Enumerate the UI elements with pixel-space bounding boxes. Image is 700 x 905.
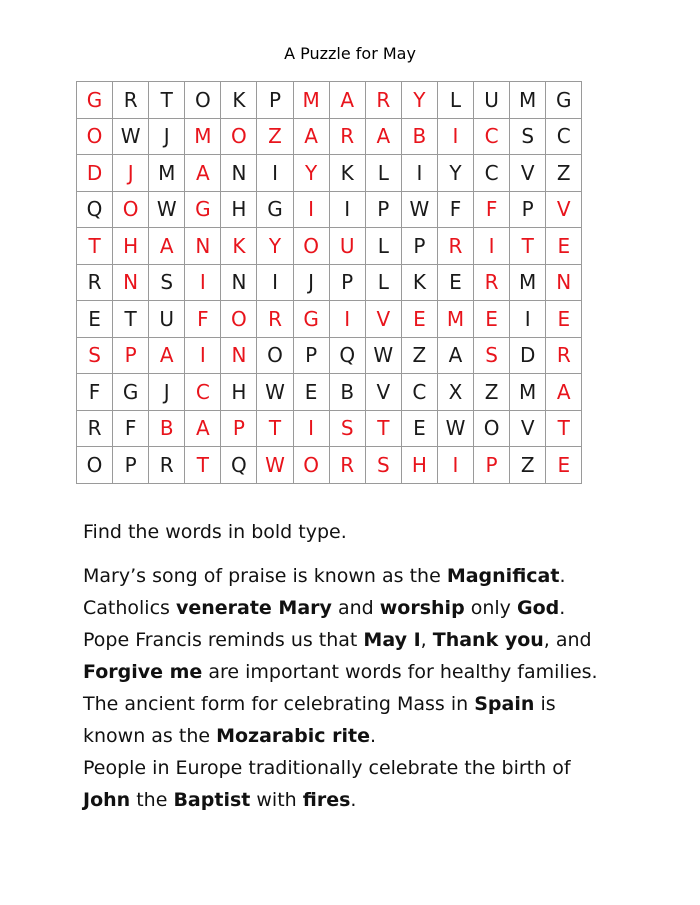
grid-cell: E bbox=[437, 264, 473, 301]
grid-cell: I bbox=[293, 410, 329, 447]
grid-cell: R bbox=[113, 82, 149, 119]
grid-cell: M bbox=[437, 301, 473, 338]
grid-cell: Z bbox=[257, 118, 293, 155]
grid-cell: L bbox=[365, 155, 401, 192]
grid-cell: T bbox=[510, 228, 546, 265]
bold-word: God bbox=[516, 597, 560, 619]
grid-cell: V bbox=[510, 410, 546, 447]
grid-cell: G bbox=[546, 82, 582, 119]
grid-cell: R bbox=[365, 82, 401, 119]
grid-cell: P bbox=[221, 410, 257, 447]
grid-cell: P bbox=[293, 337, 329, 374]
grid-row bbox=[77, 447, 582, 484]
grid-cell: G bbox=[185, 191, 221, 228]
text-span: are important words for healthy families. bbox=[202, 661, 598, 683]
grid-cell: S bbox=[510, 118, 546, 155]
grid-cell: E bbox=[546, 301, 582, 338]
bold-word: fires bbox=[302, 789, 351, 811]
grid-cell: K bbox=[221, 228, 257, 265]
text-span: , and bbox=[543, 629, 592, 651]
grid-cell: R bbox=[329, 447, 365, 484]
grid-cell: V bbox=[546, 191, 582, 228]
grid-cell: I bbox=[257, 264, 293, 301]
grid-cell: E bbox=[546, 447, 582, 484]
grid-row bbox=[77, 264, 582, 301]
grid-row bbox=[77, 155, 582, 192]
grid-cell: I bbox=[329, 301, 365, 338]
grid-cell: S bbox=[474, 337, 510, 374]
bold-word: Spain bbox=[474, 693, 535, 715]
grid-cell: O bbox=[474, 410, 510, 447]
grid-cell: V bbox=[510, 155, 546, 192]
text-span: only bbox=[464, 597, 517, 619]
grid-cell: Y bbox=[293, 155, 329, 192]
grid-cell: M bbox=[510, 264, 546, 301]
grid-cell: M bbox=[185, 118, 221, 155]
grid-cell: D bbox=[77, 155, 113, 192]
text-span: Mary’s song of praise is known as the bbox=[83, 565, 447, 587]
grid-cell: Z bbox=[401, 337, 437, 374]
grid-cell: Y bbox=[437, 155, 473, 192]
grid-cell: T bbox=[77, 228, 113, 265]
text-span: and bbox=[331, 597, 380, 619]
grid-cell: I bbox=[185, 264, 221, 301]
grid-cell: R bbox=[329, 118, 365, 155]
grid-cell: O bbox=[257, 337, 293, 374]
grid-cell: Y bbox=[401, 82, 437, 119]
grid-cell: R bbox=[546, 337, 582, 374]
grid-cell: O bbox=[77, 118, 113, 155]
grid-cell: R bbox=[77, 410, 113, 447]
grid-cell: T bbox=[257, 410, 293, 447]
grid-cell: R bbox=[474, 264, 510, 301]
grid-cell: A bbox=[185, 155, 221, 192]
grid-cell: O bbox=[77, 447, 113, 484]
grid-cell: J bbox=[149, 118, 185, 155]
grid-cell: D bbox=[510, 337, 546, 374]
text-span: known as the bbox=[83, 725, 217, 747]
grid-cell: T bbox=[113, 301, 149, 338]
text-span: People in Europe traditionally celebrate the birth of bbox=[83, 757, 571, 779]
bold-word: Thank you bbox=[432, 629, 544, 651]
text-span: . bbox=[350, 789, 357, 811]
grid-cell: L bbox=[365, 264, 401, 301]
puzzle-text bbox=[83, 516, 683, 816]
grid-cell: M bbox=[293, 82, 329, 119]
grid-cell: R bbox=[77, 264, 113, 301]
grid-cell: K bbox=[221, 82, 257, 119]
grid-cell: A bbox=[149, 337, 185, 374]
grid-cell: N bbox=[221, 337, 257, 374]
grid-cell: W bbox=[257, 374, 293, 411]
grid-cell: A bbox=[437, 337, 473, 374]
grid-cell: S bbox=[77, 337, 113, 374]
grid-row bbox=[77, 301, 582, 338]
grid-cell: N bbox=[546, 264, 582, 301]
bold-word: Magnificat bbox=[446, 565, 560, 587]
grid-cell: S bbox=[149, 264, 185, 301]
grid-cell: X bbox=[437, 374, 473, 411]
grid-cell: A bbox=[185, 410, 221, 447]
grid-cell: E bbox=[77, 301, 113, 338]
grid-cell: O bbox=[293, 228, 329, 265]
grid-row bbox=[77, 410, 582, 447]
bold-word: Forgive me bbox=[83, 661, 203, 683]
grid-cell: A bbox=[546, 374, 582, 411]
grid-cell: Q bbox=[329, 337, 365, 374]
grid-cell: R bbox=[257, 301, 293, 338]
word-search-grid bbox=[76, 81, 582, 484]
text-span: . bbox=[559, 565, 566, 587]
grid-cell: C bbox=[474, 155, 510, 192]
grid-cell: E bbox=[293, 374, 329, 411]
grid-row bbox=[77, 374, 582, 411]
grid-cell: S bbox=[329, 410, 365, 447]
grid-row bbox=[77, 228, 582, 265]
grid-cell: P bbox=[510, 191, 546, 228]
grid-cell: Q bbox=[77, 191, 113, 228]
grid-cell: C bbox=[474, 118, 510, 155]
grid-cell: W bbox=[401, 191, 437, 228]
text-span: the bbox=[130, 789, 174, 811]
grid-cell: I bbox=[510, 301, 546, 338]
text-span: with bbox=[250, 789, 303, 811]
grid-cell: I bbox=[401, 155, 437, 192]
grid-cell: E bbox=[546, 228, 582, 265]
grid-body bbox=[77, 82, 582, 484]
grid-cell: P bbox=[365, 191, 401, 228]
grid-cell: P bbox=[401, 228, 437, 265]
grid-cell: P bbox=[474, 447, 510, 484]
instructions: Find the words in bold type. bbox=[83, 521, 347, 543]
grid-cell: Z bbox=[510, 447, 546, 484]
grid-cell: Z bbox=[474, 374, 510, 411]
grid-cell: S bbox=[365, 447, 401, 484]
grid-cell: L bbox=[365, 228, 401, 265]
grid-cell: U bbox=[149, 301, 185, 338]
grid-cell: C bbox=[401, 374, 437, 411]
grid-cell: C bbox=[185, 374, 221, 411]
grid-cell: N bbox=[185, 228, 221, 265]
grid-cell: Z bbox=[546, 155, 582, 192]
grid-cell: O bbox=[113, 191, 149, 228]
grid-cell: B bbox=[401, 118, 437, 155]
grid-cell: I bbox=[257, 155, 293, 192]
grid-cell: I bbox=[185, 337, 221, 374]
grid-cell: R bbox=[437, 228, 473, 265]
text-span: . bbox=[559, 597, 566, 619]
grid-cell: T bbox=[185, 447, 221, 484]
grid-cell: M bbox=[510, 82, 546, 119]
text-span: is bbox=[534, 693, 556, 715]
grid-cell: Y bbox=[257, 228, 293, 265]
grid-cell: A bbox=[149, 228, 185, 265]
grid-cell: O bbox=[221, 118, 257, 155]
grid-cell: F bbox=[113, 410, 149, 447]
grid-cell: J bbox=[149, 374, 185, 411]
grid-cell: I bbox=[474, 228, 510, 265]
grid-cell: M bbox=[149, 155, 185, 192]
grid-cell: I bbox=[437, 447, 473, 484]
bold-word: Baptist bbox=[173, 789, 251, 811]
grid-cell: P bbox=[329, 264, 365, 301]
grid-cell: O bbox=[185, 82, 221, 119]
grid-cell: L bbox=[437, 82, 473, 119]
grid-cell: N bbox=[113, 264, 149, 301]
bold-word: worship bbox=[379, 597, 465, 619]
grid-cell: G bbox=[113, 374, 149, 411]
grid-cell: F bbox=[77, 374, 113, 411]
grid-cell: F bbox=[474, 191, 510, 228]
grid-cell: T bbox=[365, 410, 401, 447]
grid-cell: P bbox=[257, 82, 293, 119]
grid-cell: G bbox=[293, 301, 329, 338]
grid-cell: W bbox=[437, 410, 473, 447]
grid-cell: W bbox=[365, 337, 401, 374]
grid-cell: J bbox=[113, 155, 149, 192]
grid-cell: I bbox=[329, 191, 365, 228]
grid-cell: N bbox=[221, 155, 257, 192]
text-span: , bbox=[420, 629, 433, 651]
grid-cell: U bbox=[329, 228, 365, 265]
grid-cell: P bbox=[113, 447, 149, 484]
page-title: A Puzzle for May bbox=[284, 44, 416, 63]
grid-cell: A bbox=[365, 118, 401, 155]
grid-cell: H bbox=[113, 228, 149, 265]
grid-cell: F bbox=[437, 191, 473, 228]
grid-cell: A bbox=[329, 82, 365, 119]
clue-paragraph bbox=[83, 560, 683, 816]
grid-cell: B bbox=[149, 410, 185, 447]
grid-cell: N bbox=[221, 264, 257, 301]
grid-cell: B bbox=[329, 374, 365, 411]
grid-row bbox=[77, 82, 582, 119]
grid-cell: W bbox=[149, 191, 185, 228]
grid-cell: C bbox=[546, 118, 582, 155]
grid-cell: F bbox=[185, 301, 221, 338]
grid-cell: K bbox=[401, 264, 437, 301]
grid-cell: A bbox=[293, 118, 329, 155]
grid-cell: W bbox=[113, 118, 149, 155]
bold-word: John bbox=[83, 789, 131, 811]
grid-cell: O bbox=[221, 301, 257, 338]
grid-row bbox=[77, 337, 582, 374]
bold-word: venerate Mary bbox=[175, 597, 332, 619]
grid-cell: V bbox=[365, 374, 401, 411]
bold-word: Mozarabic rite bbox=[216, 725, 370, 747]
grid-cell: R bbox=[149, 447, 185, 484]
text-span: Pope Francis reminds us that bbox=[83, 629, 364, 651]
grid-cell: P bbox=[113, 337, 149, 374]
grid-cell: T bbox=[546, 410, 582, 447]
grid-cell: E bbox=[401, 410, 437, 447]
bold-word: May I bbox=[363, 629, 421, 651]
grid-cell: G bbox=[257, 191, 293, 228]
grid-cell: G bbox=[77, 82, 113, 119]
grid-cell: O bbox=[293, 447, 329, 484]
grid-cell: V bbox=[365, 301, 401, 338]
grid-row bbox=[77, 191, 582, 228]
grid-row bbox=[77, 118, 582, 155]
grid-cell: H bbox=[221, 374, 257, 411]
grid-cell: W bbox=[257, 447, 293, 484]
grid-cell: Q bbox=[221, 447, 257, 484]
grid-cell: U bbox=[474, 82, 510, 119]
text-span: . bbox=[369, 725, 377, 747]
text-span: The ancient form for celebrating Mass in bbox=[83, 693, 475, 715]
grid-cell: J bbox=[293, 264, 329, 301]
grid-cell: K bbox=[329, 155, 365, 192]
grid-cell: T bbox=[149, 82, 185, 119]
grid-cell: E bbox=[401, 301, 437, 338]
grid-cell: H bbox=[221, 191, 257, 228]
grid-cell: H bbox=[401, 447, 437, 484]
text-span: Catholics bbox=[83, 597, 176, 619]
grid-cell: I bbox=[437, 118, 473, 155]
grid-cell: I bbox=[293, 191, 329, 228]
grid-cell: E bbox=[474, 301, 510, 338]
grid-cell: M bbox=[510, 374, 546, 411]
